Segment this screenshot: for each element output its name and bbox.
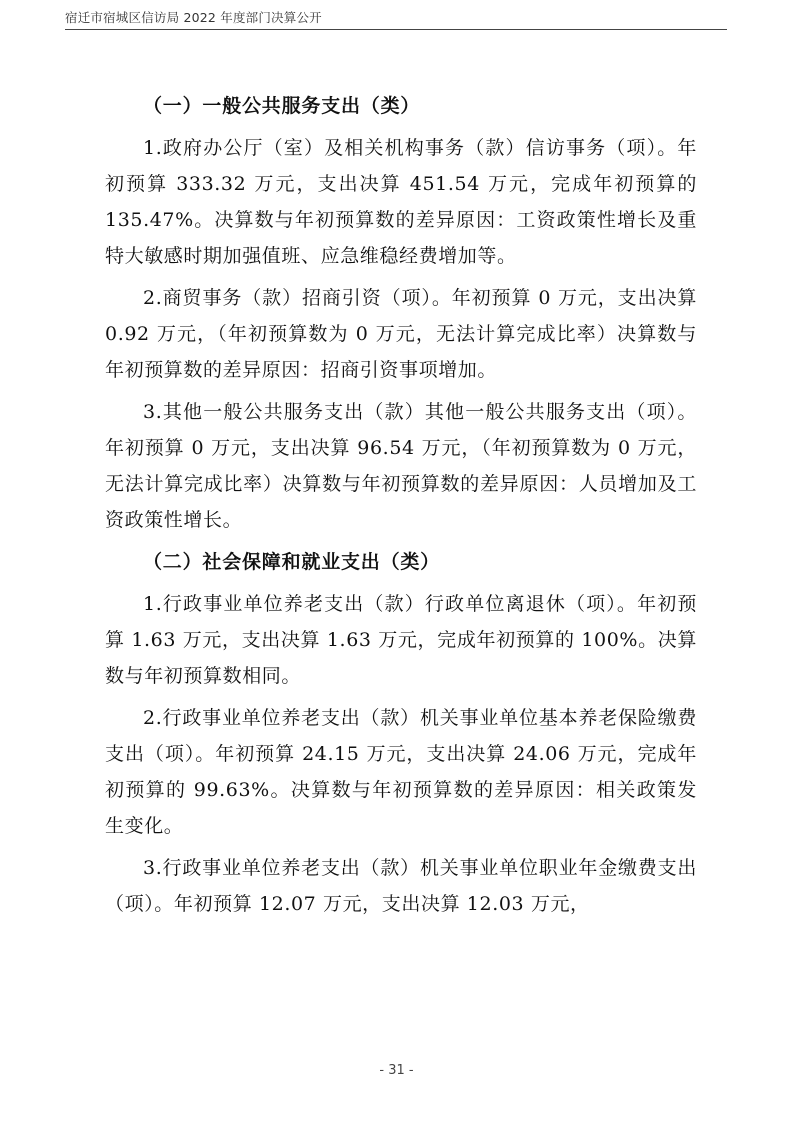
paragraph: 2.行政事业单位养老支出（款）机关事业单位基本养老保险缴费支出（项）。年初预算 24.15 万元，支出决算 24.06 万元，完成年初预算的 99.63%。决算数与年初预算数的差异原因：相关政策发生变化。 — [105, 707, 697, 837]
section-heading-general-public-services: （一）一般公共服务支出（类） — [143, 95, 421, 117]
paragraph: 3.其他一般公共服务支出（款）其他一般公共服务支出（项）。年初预算 0 万元，支出决算 96.54 万元，（年初预算数为 0 万元，无法计算完成比率）决算数与年初预算数的差异原因：人员增加及工资政策性增长。 — [105, 401, 697, 531]
paragraph: 1.政府办公厅（室）及相关机构事务（款）信访事务（项）。年初预算 333.32 万元，支出决算 451.54 万元，完成年初预算的 135.47%。决算数与年初预算数的差异原因：工资政策性增长及重特大敏感时期加强值班、应急维稳经费增加等。 — [105, 137, 697, 267]
paragraph: 1.行政事业单位养老支出（款）行政单位离退休（项）。年初预算 1.63 万元，支出决算 1.63 万元，完成年初预算的 100%。决算数与年初预算数相同。 — [105, 593, 697, 687]
page-number: - 31 - — [379, 1063, 414, 1078]
running-header: 宿迁市宿城区信访局 2022 年度部门决算公开 — [65, 10, 322, 25]
section-heading-social-security: （二）社会保障和就业支出（类） — [143, 551, 441, 573]
header-rule — [65, 29, 727, 30]
document-body — [105, 88, 697, 922]
paragraph: 3.行政事业单位养老支出（款）机关事业单位职业年金缴费支出（项）。年初预算 12.07 万元，支出决算 12.03 万元， — [105, 857, 697, 915]
paragraph: 2.商贸事务（款）招商引资（项）。年初预算 0 万元，支出决算 0.92 万元，（年初预算数为 0 万元，无法计算完成比率）决算数与年初预算数的差异原因：招商引资事项增加。 — [105, 287, 697, 381]
